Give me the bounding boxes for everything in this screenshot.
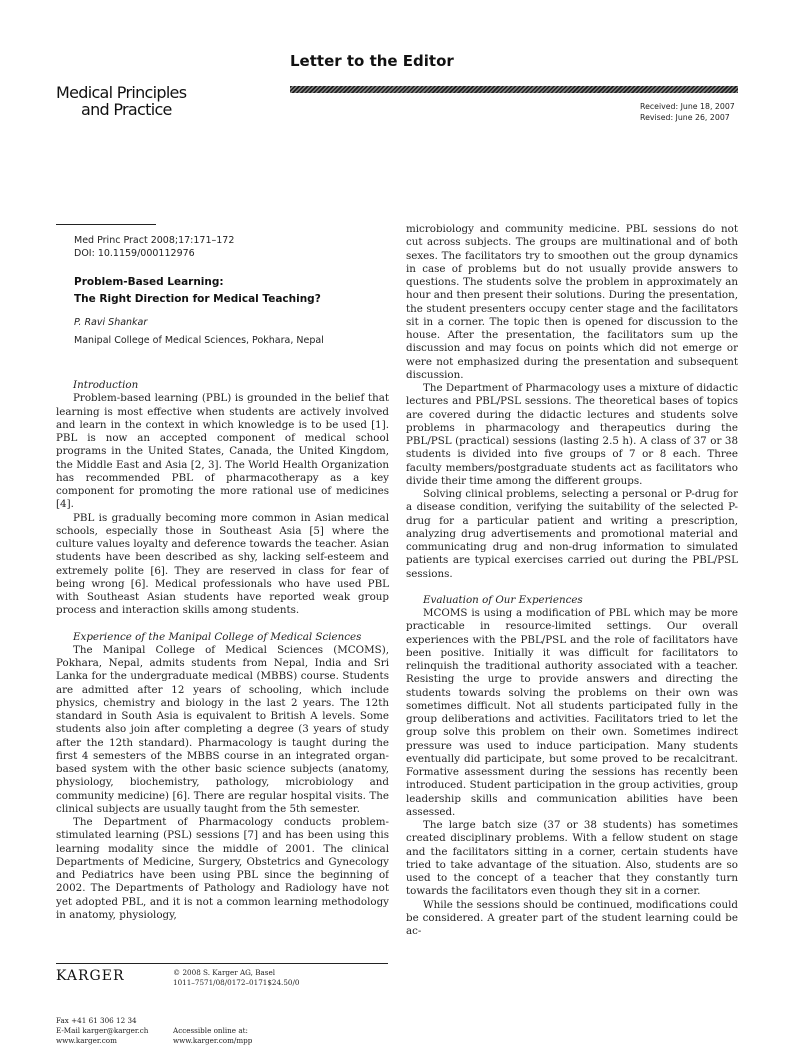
- issn: 1011–7571/08/0172–0171$24.50/0: [173, 978, 300, 987]
- meta-divider: [56, 224, 156, 225]
- affiliation: Manipal College of Medical Sciences, Pokhara, Nepal: [74, 335, 324, 346]
- article-title: [74, 274, 384, 308]
- email: E-Mail karger@karger.ch: [56, 1026, 149, 1035]
- copyright-block: [173, 968, 300, 988]
- paragraph: Problem-based learning (PBL) is grounded in the belief that learning is most effective when students are actively involved and learn in the context in which knowledge is to be used [1]. PBL is now an accepted component of medical school programs in the United States, Canada, the United Kingdom, the Middle East and Asia [2, 3]. The World Health Organization has recommended PBL of pharmacotherapy as a key component for promoting the more rational use of medicines [4].: [56, 392, 389, 511]
- article-meta: [74, 234, 384, 346]
- publisher-logo: KARGER: [56, 968, 125, 984]
- paragraph: PBL is gradually becoming more common in Asian medical schools, especially those in Southeast Asia [5] where the culture values loyalty and deference towards the teacher. Asian students have been described as shy, lacking self-esteem and extremely polite [6]. They are reserved in class for fear of being wrong [6]. Medical professionals who have used PBL with Southeast Asian students have reported weak group process and interaction skills among students.: [56, 511, 389, 617]
- header-hatch-bar: [290, 86, 738, 93]
- paragraph: The large batch size (37 or 38 students) has sometimes created disciplinary problems. With a fellow student on stage and the facilitators sitting in a corner, certain students have tried to take advantage of the situation. Also, students are so used to the concept of a teacher that they constantly turn towards the facilitators even though they sit in a corner.: [406, 819, 738, 898]
- paragraph: microbiology and community medicine. PBL sessions do not cut across subjects. The groups are multinational and of both sexes. The facilitators try to smoothen out the group dynamics in case of problems but do not usually provide answers to questions. The students solve the problem in approximately an hour and then present their solutions. During the presentation, the student presenters occupy center stage and the facilitators sit in a corner. The topic then is opened for discussion to the house. After the presentation, the facilitators sum up the discussion and may focus on points which did not emerge or were not emphasized during the presentation and subsequent discussion.: [406, 223, 738, 381]
- section-label: Letter to the Editor: [290, 52, 454, 70]
- title-line2: The Right Direction for Medical Teaching?: [74, 293, 321, 305]
- fax: Fax +41 61 306 12 34: [56, 1016, 137, 1025]
- body-column-right: [406, 223, 738, 963]
- website-link[interactable]: www.karger.com: [56, 1036, 117, 1045]
- citation: Med Princ Pract 2008;17:171–172: [74, 235, 235, 246]
- journal-logo: [56, 84, 206, 118]
- title-line1: Problem-Based Learning:: [74, 276, 224, 288]
- accessible-label: Accessible online at:: [173, 1026, 248, 1035]
- footer-divider: [56, 963, 388, 964]
- author: P. Ravi Shankar: [74, 317, 148, 328]
- received-date: Received: June 18, 2007: [640, 102, 735, 111]
- access-block: [173, 1026, 252, 1046]
- journal-name-line1: Medical Principles: [56, 83, 187, 102]
- publisher-contact: [56, 1016, 148, 1046]
- journal-url-link[interactable]: www.karger.com/mpp: [173, 1036, 253, 1045]
- paragraph: The Manipal College of Medical Sciences (MCOMS), Pokhara, Nepal, admits students from Nepal, India and Sri Lanka for the undergraduate medical (MBBS) course. Students are admitted after 12 years of schooling, which include physics, chemistry and biology in the last 2 years. The 12th standard in South Asia is equivalent to British A levels. Some students also join after completing a degree (3 years of study after the 12th standard). Pharmacology is taught during the first 4 semesters of the MBBS course in an integrated organ-based system with the other basic science subjects (anatomy, physiology, biochemistry, pathology, microbiology and community medicine) [6]. There are regular hospital visits. The clinical subjects are usually taught from the 5th semester.: [56, 643, 389, 815]
- copyright: © 2008 S. Karger AG, Basel: [173, 968, 276, 977]
- paragraph: The Department of Pharmacology uses a mixture of didactic lectures and PBL/PSL sessions. The theoretical bases of topics are covered during the didactic lectures and students solve problems in pharmacology and therapeutics during the PBL/PSL (practical) sessions (lasting 2.5 h). A class of 37 or 38 students is divided into five groups of 7 or 8 each. Three faculty members/postgraduate students act as facilitators who divide their time among the different groups.: [406, 382, 738, 487]
- body-column-left: [56, 379, 389, 961]
- paragraph: While the sessions should be continued, modifications could be considered. A greater part of the student learning could be ac-: [406, 898, 738, 937]
- heading-experience: Experience of the Manipal College of Medical Sciences: [73, 630, 362, 643]
- heading-introduction: Introduction: [73, 379, 139, 391]
- paragraph: MCOMS is using a modification of PBL which may be more practicable in resource-limited settings. Our overall experiences with the PBL/PSL and the role of facilitators have been positive. Initially it was difficult for facilitators to relinquish the traditional authority associated with a teacher. Resisting the urge to provide answers and directing the students towards solving the problems on their own was sometimes difficult. Not all students participated fully in the group deliberations and activities. Facilitators tried to let the group solve this problem on their own. Sometimes indirect pressure was used to induce participation. Many students eventually did participate, but some proved to be recalcitrant. Formative assessment during the sessions has recently been introduced. Student participation in the group activities, group leadership skills and communication abilities have been assessed.: [406, 607, 738, 818]
- doi: DOI: 10.1159/000112976: [74, 248, 195, 259]
- article-dates: [640, 101, 735, 123]
- paragraph: The Department of Pharmacology conducts problem-stimulated learning (PSL) sessions [7] and has been using this learning modality since the middle of 2001. The clinical Departments of Medicine, Surgery, Obstetrics and Gynecology and Pediatrics have been using PBL since the beginning of 2002. The Departments of Pathology and Radiology have not yet adopted PBL, and it is not a common learning methodology in anatomy, physiology,: [56, 816, 389, 921]
- heading-evaluation: Evaluation of Our Experiences: [423, 593, 583, 606]
- journal-name-line2: and Practice: [81, 100, 172, 119]
- paragraph: Solving clinical problems, selecting a personal or P-drug for a disease condition, verifying the suitability of the selected P-drug for a particular patient and writing a prescription, analyzing drug advertisements and promotional material and communicating drug and non-drug information to simulated patients are typical exercises carried out during the PBL/PSL sessions.: [406, 488, 738, 580]
- revised-date: Revised: June 26, 2007: [640, 113, 730, 122]
